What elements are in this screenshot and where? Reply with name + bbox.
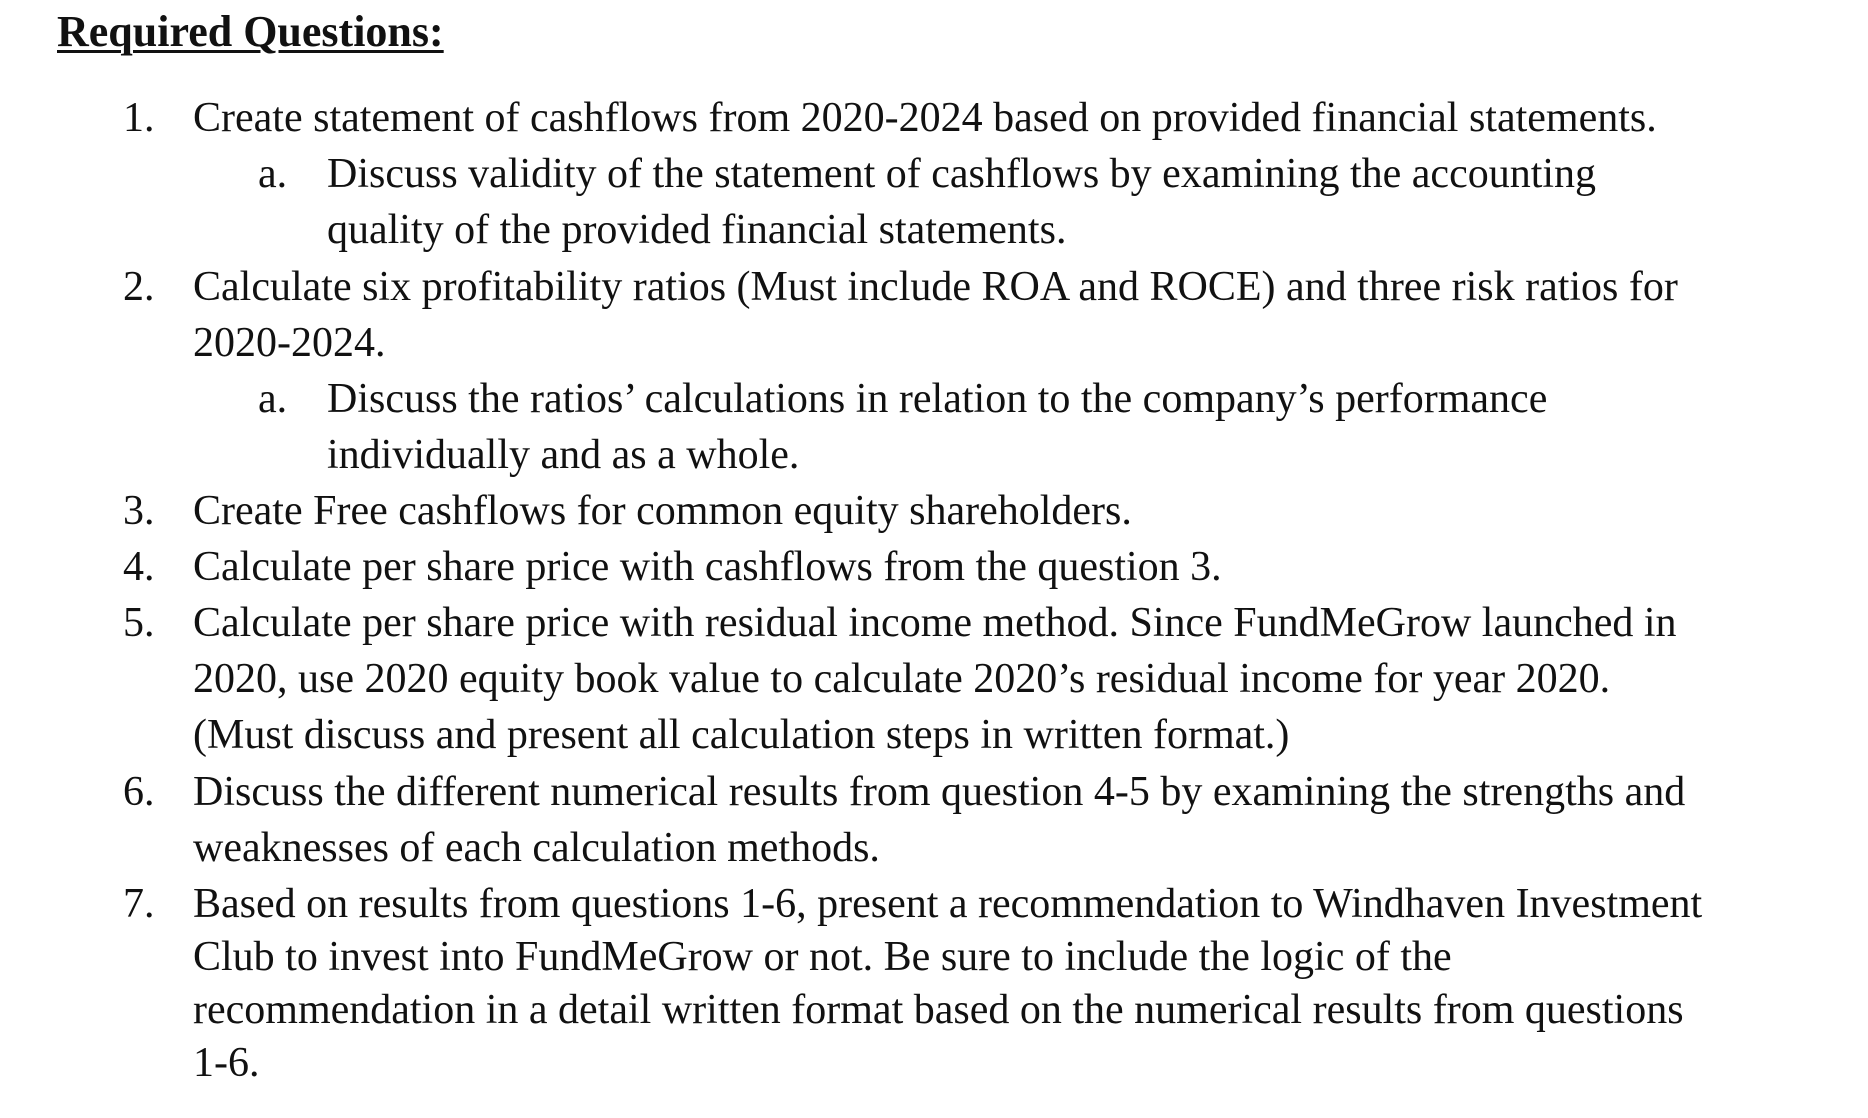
question-7-line-4: 1-6. [193,1040,260,1086]
question-7-number: 7. [123,881,155,927]
question-6-line-1: Discuss the different numerical results from question 4-5 by examining the strengths and [193,769,1686,815]
question-2-number: 2. [123,264,155,310]
question-1a-letter: a. [258,151,288,197]
question-2-line-1: Calculate six profitability ratios (Must include ROA and ROCE) and three risk ratios for [193,264,1678,310]
question-2-line-2: 2020-2024. [193,320,386,366]
question-5-line-3: (Must discuss and present all calculation steps in written format.) [193,712,1290,758]
question-7-line-2: Club to invest into FundMeGrow or not. Be sure to include the logic of the [193,934,1452,980]
question-2a-letter: a. [258,376,288,422]
question-5-number: 5. [123,600,155,646]
question-6-line-2: weaknesses of each calculation methods. [193,825,880,871]
question-1a-line-1: Discuss validity of the statement of cashflows by examining the accounting [327,151,1597,197]
question-3-number: 3. [123,488,155,534]
question-4-number: 4. [123,544,155,590]
question-1a-line-2: quality of the provided financial statements. [327,207,1067,253]
question-7-line-1: Based on results from questions 1-6, present a recommendation to Windhaven Investment [193,881,1703,927]
question-5-line-1: Calculate per share price with residual income method. Since FundMeGrow launched in [193,600,1677,646]
question-6-number: 6. [123,769,155,815]
question-7-line-3: recommendation in a detail written format based on the numerical results from questions [193,987,1684,1033]
question-5-line-2: 2020, use 2020 equity book value to calculate 2020’s residual income for year 2020. [193,656,1611,702]
question-2a-line-2: individually and as a whole. [327,432,800,478]
question-1-number: 1. [123,95,155,141]
question-3-line-1: Create Free cashflows for common equity shareholders. [193,488,1132,534]
question-4-line-1: Calculate per share price with cashflows from the question 3. [193,544,1222,590]
question-2a-line-1: Discuss the ratios’ calculations in relation to the company’s performance [327,376,1548,422]
question-1-line-1: Create statement of cashflows from 2020-2024 based on provided financial statements. [193,95,1657,141]
section-heading: Required Questions: [57,7,444,56]
